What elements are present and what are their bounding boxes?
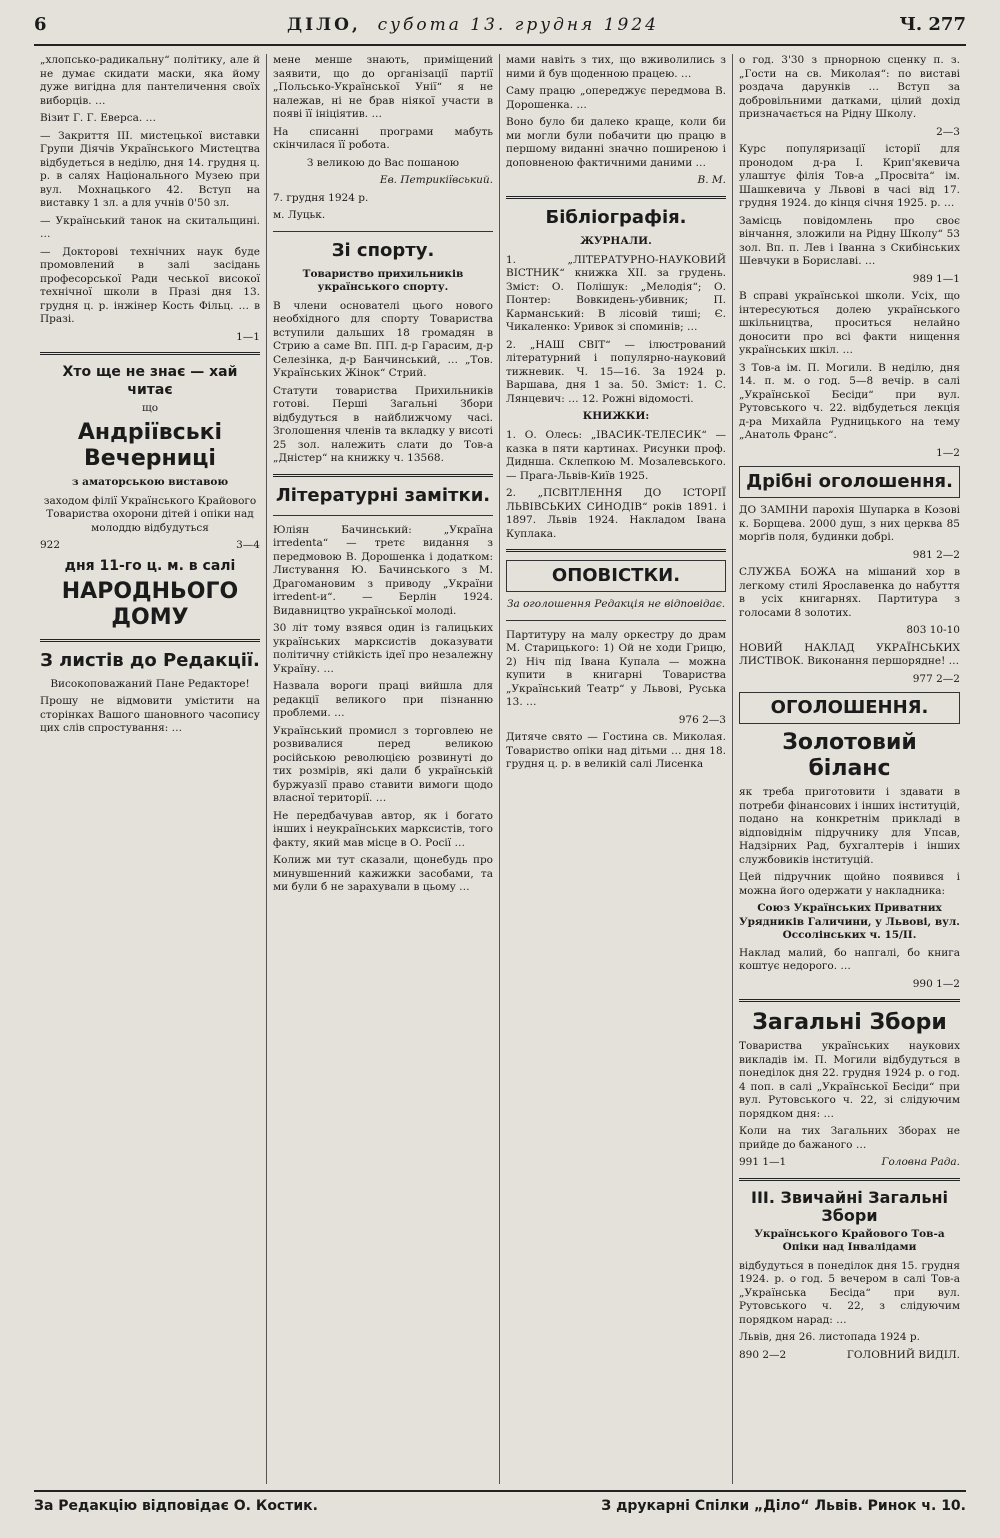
- section-title-sport: Зі спорту.: [331, 239, 435, 261]
- newspaper-title: ДІЛО,: [287, 15, 361, 35]
- ref-number: 2—3: [936, 125, 960, 138]
- page-number: 6: [34, 14, 47, 35]
- divider: [506, 549, 726, 552]
- article-text: Воно було би далеко краще, коли би ми могли були побачити цю працю в першому виданні значно поширеною і доповненою фактичними даними …: [506, 116, 726, 169]
- column-3: [500, 54, 733, 1484]
- article-text: В члени основателі цього нового необхідного для спорту Товариства вступили дальших 18 громадян в Стрию а саме Вп. ПП. д-р Гарасим, д-р Селезінка, д-р Банчинський, … „Тов. Українських Жінок“ Стрий.: [273, 299, 493, 379]
- ref-number: 990 1—2: [912, 977, 960, 990]
- article-text: Не передбачував автор, як і богато інших і неукраїнських марксистів, того факту, який мав місце в О. Росії …: [273, 809, 493, 849]
- divider: [739, 999, 960, 1002]
- masthead: [34, 14, 966, 46]
- ad-date: дня 11-го ц. м. в салі: [64, 557, 236, 574]
- meeting3-signature: ГОЛОВНИЙ ВИДІЛ.: [846, 1348, 960, 1361]
- divider: [273, 474, 493, 477]
- meeting3-subtitle: Українського Крайового Тов-а Опіки над Інвалідами: [754, 1227, 945, 1253]
- ad-refs: [40, 539, 260, 553]
- article-text: о год. 3'30 з прнорною сценку п. з. „Гости на св. Миколая“: по виставі роздача дарунків … Вступ за добровільними датками, цілий дохід призначається на Рідну Школу.: [739, 54, 960, 120]
- divider: [506, 620, 726, 621]
- place: м. Луцьк.: [273, 209, 326, 221]
- notices-header: [506, 560, 726, 592]
- article-text: Курс популяризації історії для пронодом д-ра І. Крип'якевича улаштує філія Тов-а „Просвіта“ ім. Шашкевича у Львові в часі від 17. грудня 1924. до кінця січня 1925. р. …: [739, 143, 960, 209]
- ad-body: заходом філії Українського Крайового Товариства охорони дітей і опіки над молоддю відбудуться: [43, 494, 257, 534]
- article-text: — Український танок на скитальщині. …: [40, 214, 260, 240]
- meeting-signature: Головна Рада.: [881, 1156, 960, 1168]
- divider: [273, 231, 493, 232]
- meeting3-footer: [739, 1349, 960, 1363]
- section-title-literary: Літературні замітки.: [275, 484, 491, 506]
- subsection-books: КНИЖКИ:: [582, 410, 650, 422]
- article-text: Товариства українських наукових викладів ім. П. Могили відбудуться в понеділок дня 22. грудня 1924 р. о год. 4 поп. в салі „Української Бесіди“ при вул. Рутовського ч. 22, зі слідуючим порядком дня: …: [739, 1040, 960, 1120]
- article-text: мене менше знають, приміщений заявити, що до організації партії „Польсько-Української Унії“ я не належав, ні не брав ніякої участи в появі її ініціятив. …: [273, 54, 493, 120]
- footer-printer: З друкарні Спілки „Діло“ Львів. Ринок ч. 10.: [601, 1498, 966, 1514]
- signature: В. М.: [697, 174, 726, 186]
- section-title-small-ads: Дрібні оголошення.: [746, 471, 953, 492]
- article-text: Дитяче свято — Гостина св. Миколая. Товариство опіки над дітьми … дня 18. грудня ц. р. в великій салі Лисенка: [506, 731, 726, 770]
- article-text: 30 літ тому взявся один із галицьких українських марксистів доказувати політичну стійкість ідеї про незалежну Україну. …: [273, 622, 493, 675]
- article-text: Партитуру на малу оркестру до драм М. Старицького: 1) Ой не ходи Грицю, 2) Ніч під Івана Купала — можна купити в книгарні Товариства „Український Театр“ у Львові, Руська 13. …: [506, 628, 726, 708]
- meeting-footer: [739, 1156, 960, 1170]
- article-text: відбудуться в понеділок дня 15. грудня 1924. р. о год. 5 вечером в салі Тов-а „Українська Бесіда“ при вул. Рутовського ч. 22, з слідуючим порядком нарад: …: [739, 1259, 960, 1326]
- article-text: Наклад малий, бо напгалі, бо книга коштує недорого. …: [739, 946, 960, 972]
- signature-name: Ев. Петрикіївський.: [379, 174, 493, 186]
- small-ads-header: [739, 466, 960, 498]
- issue-number: Ч. 277: [899, 14, 966, 35]
- ref-number: 989 1—1: [912, 272, 960, 285]
- divider: [40, 639, 260, 642]
- article-text: Цей підручник щойно появився і можна його одержати у накладника:: [739, 871, 960, 897]
- divider: [739, 1178, 960, 1181]
- letters-title: З листів до Редакції.: [40, 649, 260, 671]
- article-text: 2. „ПСВІТЛЕННЯ ДО ІСТОРІЇ ЛЬВІВСЬКИХ СИНОДІВ“ років 1891. і 1897. Львів 1924. Накладом Івана Куплака.: [506, 487, 726, 540]
- article-text: В справі українськоі школи. Усіх, що інтересуються долею українського шкільництва, проситься нелайно доносити про всі факти нищення українських шкіл. …: [739, 290, 960, 356]
- column-4: [733, 54, 966, 1484]
- article-text: Саму працю „опереджує передмова В. Дорошенка. …: [506, 85, 726, 111]
- notices-disclaimer: За оголошення Редакція не відповідає.: [506, 598, 726, 610]
- masthead-center: [287, 15, 659, 35]
- balance-title: Золотовий біланс: [782, 730, 917, 781]
- ref-number: 977 2—2: [912, 672, 960, 685]
- article-text: „хлопсько-радикальну“ політику, але й не думає скидати маски, яка йому дуже вигідна для пантеличення своїх виборців. …: [40, 54, 260, 107]
- article-text: На списанні програми мабуть скінчилася її робота.: [273, 125, 493, 151]
- ref-number: 976 2—3: [678, 713, 726, 726]
- subsection-journals: ЖУРНАЛИ.: [580, 234, 652, 247]
- meeting3-date: Львів, дня 26. листопада 1924 р.: [739, 1331, 920, 1343]
- divider: [506, 196, 726, 199]
- signature-label: З великою до Вас пошаною: [306, 156, 460, 169]
- article-text: — Закриття III. мистецької виставки Групи Діячів Українського Мистецтва відбудеться в неділю, дня 14. грудня ц. р. в салях Національного Музею при вул. Мохнацького 42. Вступ на виставку 1 зл. а для учнів 0'50 зл.: [40, 129, 260, 209]
- article-text: Назвала вороги праці вийшла для редакції великого при пізнанню проблеми. …: [273, 680, 493, 719]
- article-text: 1. „ЛІТЕРАТУРНО-НАУКОВИЙ ВІСТНИК“ книжка XII. за грудень. Зміст: О. Полішук: „Мелодія“; О. Понтер: Вовкидень-убивник; П. Карманський: В лісовій тиші; Є. Чикаленко: Уривок зі споминів; …: [506, 253, 726, 333]
- article-text: Замісць повідомлень про своє вінчання, зложили на Рідну Школу“ 53 зол. Вп. п. Лев і Іванна з Скибінських Шевчуки в Бориславі. …: [739, 214, 960, 267]
- meeting3-title: III. Звичайні Загальні Збори: [750, 1187, 948, 1225]
- article-text: 1. О. Олесь: „ІВАСИК-ТЕЛЕСИК“ — казка в пяти картинах. Рисунки проф. Диднша. Склепкою М. Мозалевського.— Прага-Львів-Київ 1925.: [506, 429, 726, 482]
- page-footer: [34, 1490, 966, 1514]
- footer-editor: За Редакцію відповідає О. Костик.: [34, 1498, 318, 1514]
- ad-venue: НАРОДНЬОГО ДОМУ: [61, 578, 239, 630]
- section-subtitle: Товариство прихильників українського спорту.: [302, 267, 464, 293]
- article-text: Український промисл з торговлею не розвивалися перед великою російською революцією розвинуті до тих розмірів, які дали б українській буржуазії право ставити вимоги щодо власної території. …: [273, 724, 493, 804]
- column-2: [267, 54, 500, 1484]
- section-title-bibliography: Бібліографія.: [545, 206, 687, 228]
- ad-headline: Хто ще не знає — хай читає: [62, 364, 238, 398]
- classified-ad: ДО ЗАМІНИ парохія Шупарка в Козові к. Борщева. 2000 душ, з них церква 85 морґів поля, будинки добрі.: [739, 504, 960, 543]
- ad-ref-2: 3—4: [236, 539, 260, 551]
- ref-number: 991 1—1: [739, 1156, 787, 1168]
- article-text: 2. „НАШ СВІТ“ — ілюстрований літературний і популярно-науковий тижневик. Ч. 15—16. За 1924 р. Варшава, дня 1 за. 50. Зміст: 1. С. Лянцевич: … 12. Рожні відомості.: [506, 338, 726, 405]
- ads-header: [739, 692, 960, 724]
- ref-number: 890 2—2: [739, 1348, 787, 1361]
- article-text: Статути товариства Прихильників готові. Перші Загальні Збори відбудуться в найближчому часі. Зголошення членів та вкладку у висоті 25 зол. належить слати до Тов-а „Дністер“ на книжку ч. 13568.: [273, 384, 493, 464]
- letters-salutation: Високоповажаний Пане Редакторе!: [50, 677, 250, 690]
- ad-title: Андріївські Вечерниці: [77, 419, 223, 471]
- article-text: Прошу не відмовити умістити на сторінках Вашого шановного часопису цих слів спростування: …: [40, 695, 260, 734]
- article-text: як треба приготовити і здавати в потреби фінансових і інших інституцій, подано на конкретнім прикладі в відповіднім підручнику для Упсав, Надзірних Рад, бухгалтерів і інших службовиків інституцій.: [739, 786, 960, 866]
- issue-date: субота 13. грудня 1924: [377, 15, 659, 35]
- section-title-notices: ОПОВІСТКИ.: [551, 565, 681, 586]
- place-date: 7. грудня 1924 р.: [273, 191, 369, 204]
- ref-number: 981 2—2: [912, 548, 960, 561]
- article-text: Візит Г. Г. Еверса. …: [40, 112, 157, 124]
- divider: [40, 352, 260, 355]
- ad-ref: 922: [40, 539, 61, 551]
- column-1: [34, 54, 267, 1484]
- meeting-title: Загальні Збори: [752, 1010, 947, 1035]
- balance-publisher: Союз Українських Приватних Урядників Галичини, у Львові, вул. Оссолінських ч. 15/ІІ.: [739, 902, 960, 941]
- article-text: — Докторові технічних наук буде промовлений в залі засідань професорської Ради чеської високої технічної школи в Празі дня 13. грудня ц. р. інжінер Кость Фільц. … в Празі.: [40, 245, 260, 325]
- article-text: Колиж ми тут сказали, щонебудь про минувшенний кажижки засобами, та ми були б не зарахували в цьому …: [273, 854, 493, 893]
- classified-ad: НОВИЙ НАКЛАД УКРАЇНСЬКИХ ЛИСТІВОК. Виконання першорядне! …: [739, 641, 960, 667]
- columns: [34, 54, 966, 1484]
- article-text: З Тов-а ім. П. Могили. В неділю, дня 14. п. м. о год. 5—8 вечір. в салі „Української Бесіди“ при вул. Рутовського ч. 22. відбудеться лекція д-ра Михайла Рудницького на тему „Анатоль Франс“.: [739, 361, 960, 441]
- classified-ad: СЛУЖБА БОЖА на мішаний хор в легкому стилі Ярославенка до набуття в усіх книгарнях. Партитура з голосами 8 золотих.: [739, 566, 960, 619]
- ad-sub: з аматорською виставою: [71, 475, 229, 488]
- ref-number: 1—1: [236, 330, 260, 343]
- section-title-ads: ОГОЛОШЕННЯ.: [770, 697, 929, 718]
- ref-number: 803 10-10: [906, 624, 960, 636]
- ad-what: що: [141, 402, 159, 414]
- article-text: Коли на тих Загальних Зборах не прийде до бажаного …: [739, 1125, 960, 1151]
- divider: [273, 515, 493, 516]
- article-text: мами навіть з тих, що вживолились з ними й був щоденною працею. …: [506, 54, 726, 80]
- article-text: Юліян Бачинський: „Україна irredenta“ — третє видання з передмовою В. Дорошенка і додатком: Листування Ю. Бачинського з М. Драгомановим з приводу „України irredent-и“. — Берлін 1924. Видавництво української молоді.: [273, 523, 493, 617]
- ref-number: 1—2: [936, 446, 960, 459]
